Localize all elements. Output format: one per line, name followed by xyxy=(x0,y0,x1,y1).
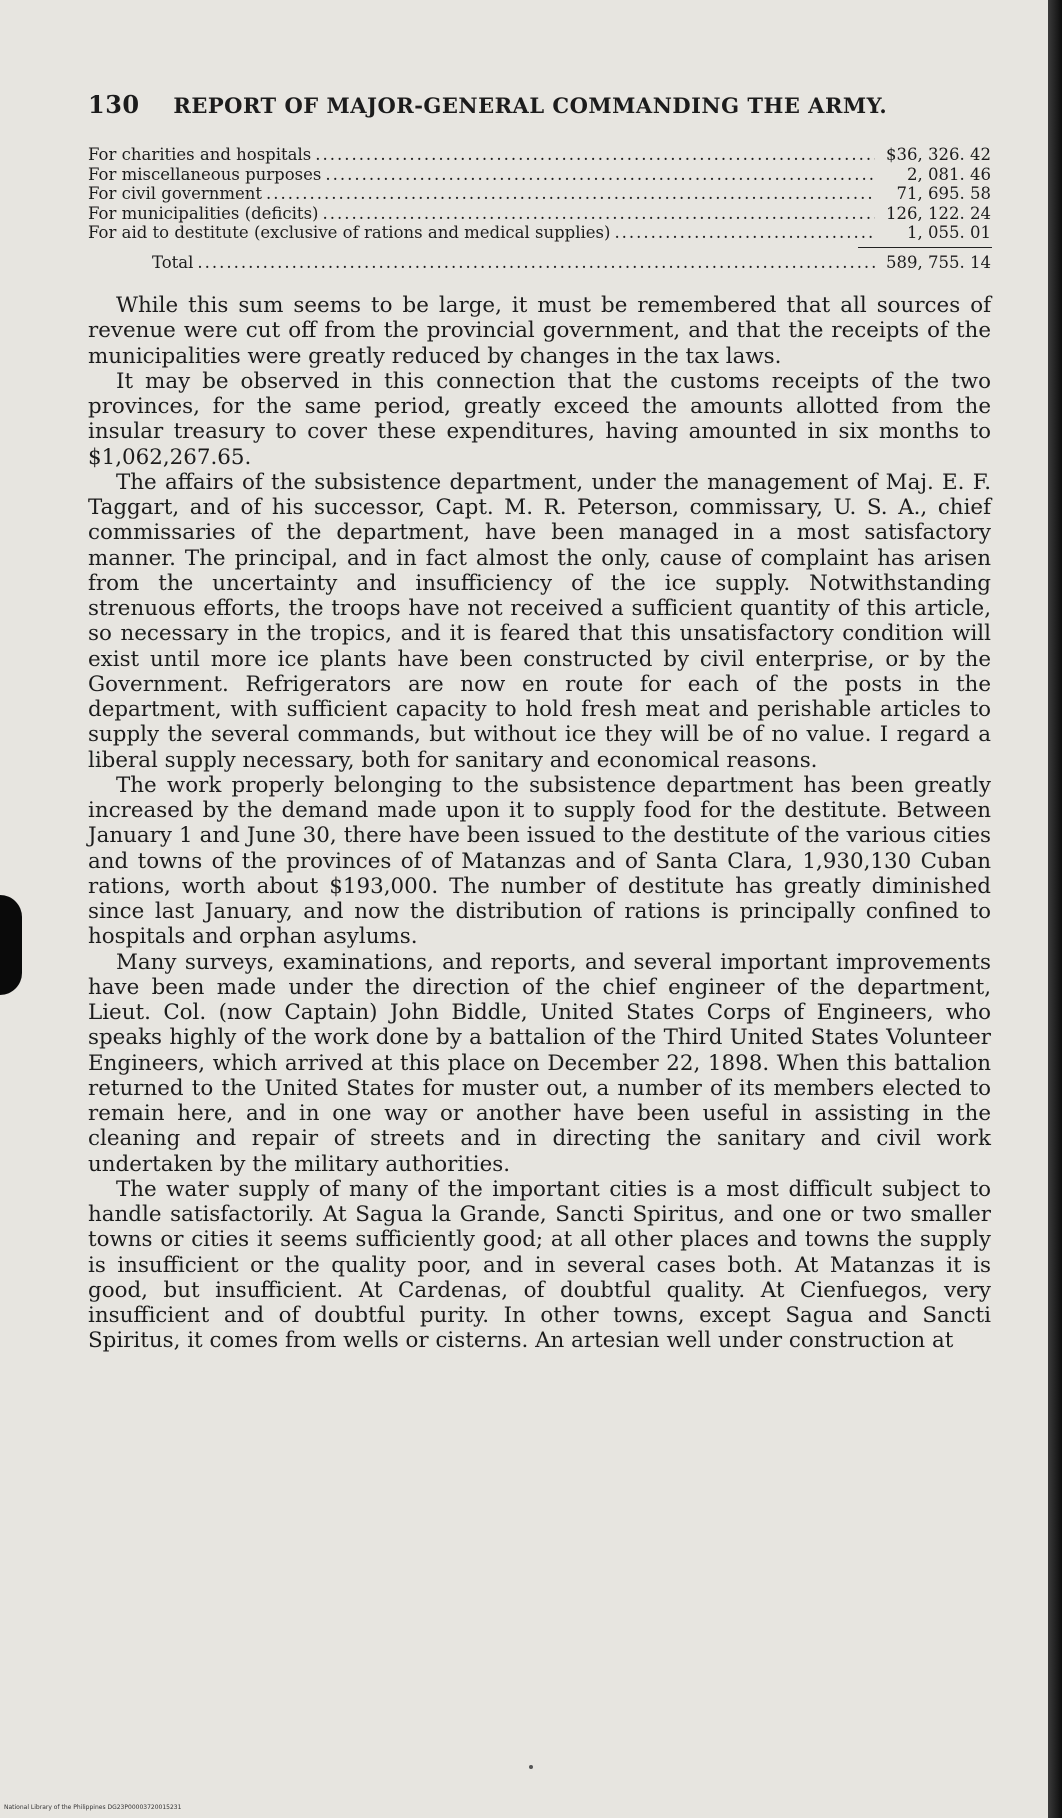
ledger-row xyxy=(88,145,991,165)
page-number: 130 xyxy=(88,90,140,119)
ledger-row xyxy=(88,165,991,185)
ledger-label: For municipalities (deficits) xyxy=(88,203,319,223)
paragraph: The work properly belonging to the subsistence department has been greatly increased by the demand made upon it to supply food for the destitute. Between January 1 and June 30, there have been issued to the destitute of the various cities and towns of the provinces of of Matanzas and of Santa Clara, 1,930,130 Cuban rations, worth about $193,000. The number of destitute has greatly diminished since last January, and now the distribution of rations is principally confined to hospitals and orphan asylums. xyxy=(88,772,991,950)
paragraph: The water supply of many of the important cities is a most difficult subject to handle satisfactorily. At Sagua la Grande, Sancti Spiritus, and one or two smaller towns or cities it seems sufficiently good; at all other places and towns the supply is insufficient or the quality poor, and in several cases both. At Matanzas it is good, but insufficient. At Cardenas, of doubtful quality. At Cienfuegos, very insufficient and of doubtful purity. In other towns, except Sagua and Sancti Spiritus, it comes from wells or cisterns. An artesian well under construction at xyxy=(88,1176,991,1354)
leader-dots xyxy=(197,253,875,273)
page-edge-shadow xyxy=(1048,0,1062,1818)
ink-blot xyxy=(0,895,22,995)
ledger-amount: 71, 695. 58 xyxy=(896,184,991,203)
ledger-amount: 126, 122. 24 xyxy=(886,203,991,223)
paragraph: It may be observed in this connection that the customs receipts of the two provinces, for the same period, greatly exceed the amounts allotted from the insular treasury to cover these expenditures, having amounted in six months to $1,062,267.65. xyxy=(88,368,991,470)
ledger-row xyxy=(88,204,991,224)
body-text xyxy=(88,293,991,1354)
ledger-label: For charities and hospitals xyxy=(88,145,312,164)
ledger-amount: 1, 055. 01 xyxy=(907,223,991,242)
scan-footer-note: National Library of the Philippines DG23P00003720015231 xyxy=(4,1804,182,1811)
ledger-label: For miscellaneous purposes xyxy=(88,164,322,184)
leader-dots xyxy=(322,204,875,224)
ledger-label: For civil government xyxy=(88,184,263,203)
ledger-amount: $36, 326. 42 xyxy=(886,145,991,164)
expenditure-ledger xyxy=(88,145,991,243)
ledger-label: For aid to destitute (exclusive of rations and medical supplies) xyxy=(88,223,611,242)
leader-dots xyxy=(315,145,875,165)
leader-dots xyxy=(325,165,875,185)
ledger-row xyxy=(88,184,991,204)
total-label: Total xyxy=(152,253,194,272)
paragraph: While this sum seems to be large, it must be remembered that all sources of revenue were cut off from the provincial government, and that the receipts of the municipalities were greatly reduced by changes in the tax laws. xyxy=(88,293,991,369)
ledger-amount: 2, 081. 46 xyxy=(907,164,991,184)
leader-dots xyxy=(266,184,875,204)
running-title: REPORT OF MAJOR-GENERAL COMMANDING THE ARMY. xyxy=(173,93,888,118)
leader-dots xyxy=(614,223,875,243)
total-rule xyxy=(858,247,992,248)
ledger-row xyxy=(88,223,991,243)
total-amount: 589, 755. 14 xyxy=(886,253,991,272)
paragraph: The affairs of the subsistence department, under the management of Maj. E. F. Taggart, and of his successor, Capt. M. R. Peterson, commissary, U. S. A., chief commissaries of the department, have been managed in a most satisfactory manner. The principal, and in fact almost the only, cause of complaint has arisen from the uncertainty and insufficiency of the ice supply. Notwithstanding strenuous efforts, the troops have not received a sufficient quantity of this article, so necessary in the tropics, and it is feared that this unsatisfactory condition will exist until more ice plants have been constructed by civil enterprise, or by the Government. Refrigerators are now en route for each of the posts in the department, with sufficient capacity to hold fresh meat and perishable articles to supply the several commands, but without ice they will be of no value. I regard a liberal supply necessary, both for sanitary and economical reasons. xyxy=(88,469,991,773)
running-header xyxy=(88,90,988,119)
speck xyxy=(529,1765,533,1769)
paragraph: Many surveys, examinations, and reports, and several important improvements have been made under the direction of the chief engineer of the department, Lieut. Col. (now Captain) John Biddle, United States Corps of Engineers, who speaks highly of the work done by a battalion of the Third United States Volunteer Engineers, which arrived at this place on December 22, 1898. When this battalion returned to the United States for muster out, a number of its members elected to remain here, and in one way or another have been useful in assisting in the cleaning and repair of streets and in directing the sanitary and civil work undertaken by the military authorities. xyxy=(88,949,991,1177)
ledger-total-row xyxy=(88,253,991,273)
